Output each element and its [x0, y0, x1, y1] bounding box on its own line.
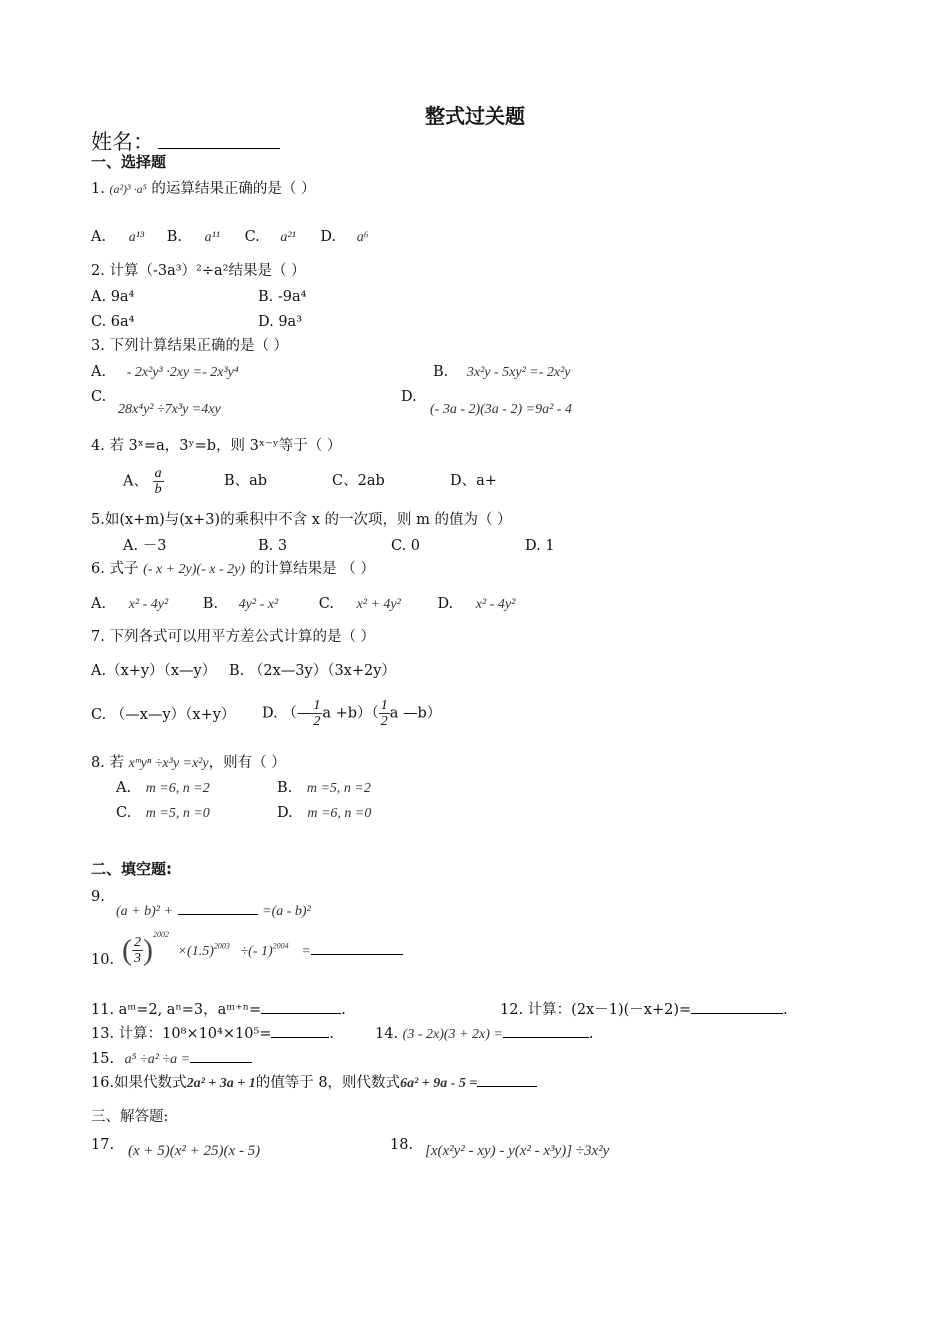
q3-option-d-text: (- 3a - 2)(3a - 2) =9a² - 4: [430, 402, 572, 417]
question-1: [91, 180, 316, 198]
q8-text-end: ，则有（ ）: [208, 755, 286, 771]
q1-option-d: a⁶: [356, 230, 369, 245]
q9-right: =(a - b)²: [262, 904, 311, 919]
question-14: [375, 1023, 593, 1044]
q1-option-c-label[interactable]: C.: [244, 229, 260, 245]
q11-text: 11. aᵐ=2, aⁿ=3，aᵐ⁺ⁿ=: [91, 1002, 262, 1018]
question-4: 4. 若 3ˣ=a，3ʸ=b，则 3ˣ⁻ʸ等于（ ）: [91, 438, 342, 454]
q6-option-b-label[interactable]: B.: [202, 596, 219, 612]
q14-blank[interactable]: [503, 1023, 589, 1038]
q9-number: 9.: [91, 889, 105, 905]
q15-expr: a⁵ ÷a² ÷a =: [124, 1052, 191, 1067]
q14-text: 14.: [375, 1026, 399, 1042]
q6-text-start: 6. 式子: [91, 561, 139, 577]
q10-frac-num: 2: [134, 935, 141, 950]
q7-d-frac1-den: 2: [313, 714, 321, 729]
q2-option-a[interactable]: A. 9a⁴: [91, 289, 135, 305]
q8-option-c-expr: m =5, n =0: [145, 806, 210, 821]
section-choice-heading: 一、选择题: [91, 153, 167, 171]
q7-option-d[interactable]: [262, 698, 441, 729]
q7-d-frac2-num: 1: [380, 698, 388, 713]
q3-option-d-expr: [430, 400, 572, 419]
q4-fraction: [153, 466, 164, 497]
q8-expression: xᵐyⁿ ÷x³y =x²y: [128, 756, 209, 771]
q5-option-d[interactable]: D. 1: [525, 538, 555, 554]
q6-option-a-label[interactable]: A.: [91, 596, 107, 612]
q8-option-a[interactable]: [116, 779, 210, 798]
q2-option-d[interactable]: D. 9a³: [258, 314, 303, 330]
q12-text: 12. 计算：(2x－1)(－x+2)=: [500, 1002, 692, 1018]
q8-option-b[interactable]: [277, 779, 371, 798]
q4-option-b[interactable]: B、ab: [224, 473, 268, 489]
q9-left: (a + b)² +: [116, 904, 173, 919]
q3-option-b-expr: 3x²y - 5xy² =- 2x²y: [466, 365, 571, 380]
q3-option-b[interactable]: [433, 363, 571, 382]
q16-text-start: 16.如果代数式: [91, 1075, 187, 1091]
q1-option-d-label[interactable]: D.: [320, 229, 337, 245]
q7-d-frac2-den: 2: [380, 714, 388, 729]
question-12: [500, 999, 788, 1019]
question-5: 5.如(x+m)与(x+3)的乘积中不含 x 的一次项，则 m 的值为（ ）: [91, 512, 512, 528]
question-3: 3. 下列计算结果正确的是（ ）: [91, 338, 289, 354]
q8-option-b-expr: m =5, n =2: [306, 781, 371, 796]
question-6: [91, 560, 375, 579]
q3-option-b-label: B.: [433, 364, 449, 380]
q8-option-c-label: C.: [116, 805, 132, 821]
section-solve-heading: 三、解答题:: [91, 1109, 169, 1125]
q8-option-d-expr: m =6, n =0: [307, 806, 372, 821]
question-10: [122, 930, 403, 967]
q2-option-c[interactable]: C. 6a⁴: [91, 314, 135, 330]
q10-exponent-2: 2003: [213, 941, 230, 951]
q10-exponent-3: 2004: [272, 941, 289, 951]
q3-option-d-label[interactable]: D.: [401, 389, 417, 405]
q7-d-prefix: D. （—: [262, 705, 312, 722]
q18-number: 18.: [390, 1137, 414, 1153]
q17-expr: (x + 5)(x² + 25)(x - 5): [128, 1143, 261, 1159]
q8-option-d[interactable]: [277, 804, 371, 823]
q9-blank[interactable]: [178, 900, 258, 915]
q1-option-c: a²¹: [280, 230, 296, 245]
q13-text: 13. 计算：10⁸×10⁴×10⁵=: [91, 1026, 272, 1042]
q3-option-a-label: A.: [91, 364, 107, 380]
q5-option-c[interactable]: C. 0: [391, 538, 421, 554]
q8-text-start: 8. 若: [91, 755, 124, 771]
q7-option-b[interactable]: B. （2x—3y）（3x+2y）: [229, 663, 396, 679]
q1-option-a-label[interactable]: A.: [91, 229, 107, 245]
q10-number: 10.: [91, 952, 115, 968]
q1-option-b-label[interactable]: B.: [166, 229, 182, 245]
q1-options: [91, 228, 369, 247]
q16-blank[interactable]: [477, 1072, 537, 1087]
q4-option-a-label: A、: [123, 473, 148, 490]
q5-option-b[interactable]: B. 3: [258, 538, 288, 554]
q6-option-a: x² - 4y²: [128, 597, 169, 612]
q4-option-a[interactable]: [123, 466, 164, 497]
q7-d-fraction-1: [311, 698, 322, 729]
q7-d-fraction-2: [379, 698, 390, 729]
q8-option-d-label: D.: [277, 805, 293, 821]
q1-number: 1.: [91, 181, 105, 197]
q7-d-frac1-num: 1: [313, 698, 321, 713]
question-16: [91, 1072, 537, 1093]
page-title: 整式过关题: [425, 104, 525, 128]
q10-fraction: [132, 935, 143, 966]
name-blank[interactable]: [158, 130, 280, 149]
q10-right-paren: ): [143, 933, 153, 967]
question-15: [91, 1048, 252, 1069]
q6-option-c-label[interactable]: C.: [318, 596, 334, 612]
q1-option-b: a¹¹: [204, 230, 220, 245]
q6-expression: (- x + 2y)(- x - 2y): [143, 562, 245, 577]
name-field[interactable]: [91, 126, 280, 156]
q4-fraction-num: a: [154, 466, 162, 481]
question-2: 2. 计算（-3a³）²÷a²结果是（ ）: [91, 263, 306, 279]
question-17: [128, 1142, 260, 1160]
q8-option-a-expr: m =6, n =2: [145, 781, 210, 796]
q7-option-c[interactable]: C. （—x—y）（x+y）: [91, 707, 236, 723]
q6-text-end: 的计算结果是 （ ）: [249, 561, 375, 577]
q4-option-c[interactable]: C、2ab: [332, 473, 385, 489]
q1-option-a: a¹³: [128, 230, 145, 245]
q2-option-b[interactable]: B. -9a⁴: [258, 289, 307, 305]
q6-option-d-label[interactable]: D.: [437, 596, 454, 612]
q6-option-b: 4y² - x²: [238, 597, 279, 612]
q8-option-c[interactable]: [116, 804, 210, 823]
q18-expr: [x(x²y² - xy) - y(x² - x³y)] ÷3x²y: [425, 1143, 610, 1159]
q4-fraction-den: b: [154, 482, 162, 497]
q16-expr-2: 6a² + 9a - 5 =: [400, 1076, 478, 1091]
q10-equals: =: [301, 943, 311, 959]
q16-text-mid: 的值等于 8，则代数式: [255, 1075, 401, 1091]
q13-blank[interactable]: [271, 1023, 329, 1038]
q4-option-d[interactable]: D、a+: [450, 473, 497, 489]
question-18: [425, 1142, 609, 1160]
q3-option-c-text: 28x⁴y² ÷7x³y =4xy: [118, 402, 221, 417]
q7-option-a[interactable]: A.（x+y）（x—y）: [91, 663, 217, 679]
q10-exponent-1: 2002: [153, 930, 169, 939]
q10-mid: ×(1.5): [177, 943, 214, 959]
q8-option-a-label: A.: [116, 780, 132, 796]
q3-option-a-expr: - 2x²y³ ·2xy =- 2x³y⁴: [126, 365, 239, 380]
q5-option-a[interactable]: A. －3: [123, 538, 167, 554]
q7-d-end: a —b）: [389, 705, 442, 722]
q12-end: .: [783, 1002, 788, 1018]
q14-expr: (3 - 2x)(3 + 2x) =: [402, 1027, 503, 1042]
q6-option-d: x² - 4y²: [475, 597, 516, 612]
q6-options: [91, 595, 515, 614]
q10-mid2: ÷(- 1): [240, 943, 273, 959]
q10-left-paren: (: [122, 933, 132, 967]
q17-number: 17.: [91, 1137, 115, 1153]
q8-option-b-label: B.: [277, 780, 293, 796]
q3-option-c-label[interactable]: C.: [91, 389, 107, 405]
question-11: [91, 999, 346, 1019]
q12-blank[interactable]: [691, 999, 783, 1014]
question-7: 7. 下列各式可以用平方差公式计算的是（ ）: [91, 629, 376, 645]
q14-end: .: [588, 1026, 594, 1042]
q3-option-c-expr: [118, 400, 221, 419]
question-9: [116, 900, 311, 921]
q11-end: .: [341, 1002, 346, 1018]
question-13: [91, 1023, 334, 1043]
q15-blank[interactable]: [190, 1048, 252, 1063]
question-8: [91, 754, 286, 773]
q11-blank[interactable]: [261, 999, 341, 1014]
name-label: 姓名：: [91, 130, 154, 154]
q10-frac-den: 3: [134, 951, 141, 966]
q15-text: 15.: [91, 1051, 115, 1067]
q1-text: 的运算结果正确的是（ ）: [151, 181, 316, 197]
q13-end: .: [329, 1026, 335, 1042]
q1-expression: (a²)³ ·a⁵: [109, 182, 147, 196]
q6-option-c: x² + 4y²: [356, 597, 401, 612]
q3-option-a[interactable]: [91, 363, 239, 382]
section-fill-heading: 二、填空题:: [91, 860, 172, 878]
q16-expr-1: 2a² + 3a + 1: [186, 1076, 256, 1091]
q10-blank[interactable]: [311, 940, 403, 955]
q7-d-middle: a +b）（: [322, 705, 379, 722]
